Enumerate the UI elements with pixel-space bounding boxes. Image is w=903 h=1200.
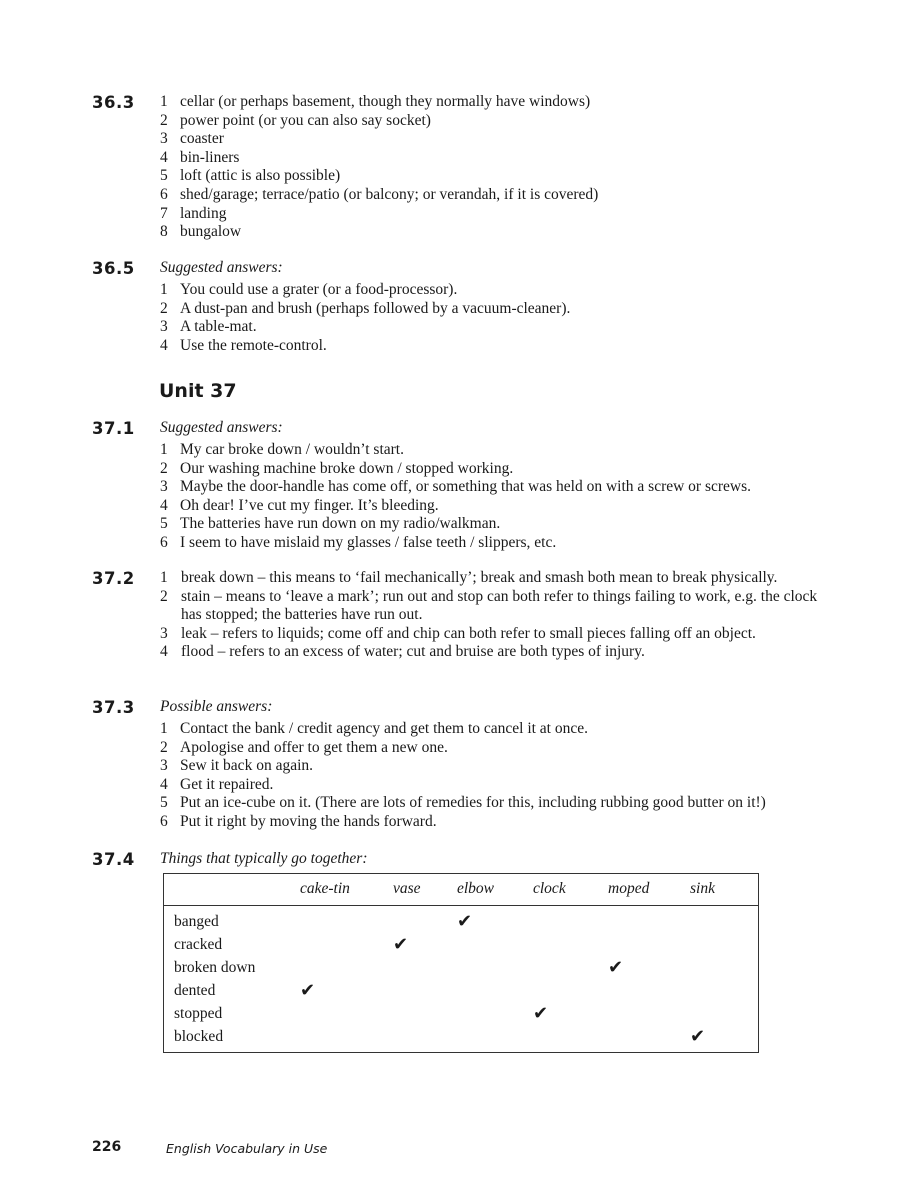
table-row-label: cracked xyxy=(174,936,223,953)
item-number: 2 xyxy=(160,459,168,477)
section-intro: Suggested answers: xyxy=(160,419,283,436)
list-item xyxy=(160,300,860,319)
item-number: 1 xyxy=(160,569,168,586)
section-number: 37.4 xyxy=(92,850,135,869)
item-text: Maybe the door-handle has come off, or something that was held on with a screw or screws. xyxy=(180,478,752,496)
item-text: bungalow xyxy=(180,223,242,241)
table-row-label: dented xyxy=(174,982,216,999)
check-mark-icon: ✔ xyxy=(393,934,409,955)
section-number: 37.2 xyxy=(92,569,135,588)
item-number: 1 xyxy=(160,93,168,110)
item-number: 8 xyxy=(160,223,168,241)
section-number: 36.3 xyxy=(92,93,135,112)
list-item xyxy=(160,205,860,224)
section-number: 37.1 xyxy=(92,419,135,438)
table-row-label: stopped xyxy=(174,1005,223,1022)
answer-list xyxy=(160,281,860,355)
item-text: bin-liners xyxy=(180,148,240,166)
list-item xyxy=(160,186,860,205)
item-text: Put an ice-cube on it. (There are lots of remedies for this, including rubbing good butter on it!) xyxy=(180,794,766,812)
list-item xyxy=(160,460,860,479)
item-number: 5 xyxy=(160,794,168,812)
list-item xyxy=(160,776,860,795)
item-number: 1 xyxy=(160,441,168,458)
list-item xyxy=(160,515,860,534)
check-mark-icon: ✔ xyxy=(300,980,316,1001)
table-row-label: banged xyxy=(174,913,219,930)
item-number: 1 xyxy=(160,720,168,737)
item-text: Contact the bank / credit agency and get them to cancel it at once. xyxy=(180,720,589,737)
item-number: 3 xyxy=(160,318,168,336)
item-text: power point (or you can also say socket) xyxy=(180,111,431,129)
table-row-label: blocked xyxy=(174,1028,224,1045)
item-text: landing xyxy=(180,204,227,222)
item-text: leak – refers to liquids; come off and chip can both refer to small pieces falling off an object. xyxy=(181,624,756,642)
table-column-header: moped xyxy=(608,880,650,897)
item-number: 2 xyxy=(160,587,168,605)
answer-list xyxy=(160,720,860,832)
item-number: 2 xyxy=(160,111,168,129)
list-item xyxy=(160,794,860,813)
answer-list xyxy=(160,441,860,553)
list-item xyxy=(160,569,860,588)
list-item xyxy=(160,497,860,516)
section-number: 36.5 xyxy=(92,259,135,278)
item-text: shed/garage; terrace/patio (or balcony; or verandah, if it is covered) xyxy=(180,185,599,203)
section-intro: Suggested answers: xyxy=(160,259,283,276)
item-number: 5 xyxy=(160,167,168,185)
list-item xyxy=(160,813,860,832)
list-item xyxy=(160,625,860,644)
item-text: flood – refers to an excess of water; cut and bruise are both types of injury. xyxy=(181,643,645,661)
item-text: Oh dear! I’ve cut my finger. It’s bleeding. xyxy=(180,496,439,514)
item-number: 6 xyxy=(160,812,168,830)
item-text: A table-mat. xyxy=(180,318,257,336)
list-item xyxy=(160,720,860,739)
book-title: English Vocabulary in Use xyxy=(166,1141,328,1156)
table-column-header: vase xyxy=(393,880,421,897)
item-number: 2 xyxy=(160,738,168,756)
item-number: 2 xyxy=(160,299,168,317)
item-number: 4 xyxy=(160,775,168,793)
item-text: coaster xyxy=(180,130,224,148)
item-number: 5 xyxy=(160,515,168,533)
list-item xyxy=(160,281,860,300)
item-number: 3 xyxy=(160,624,168,642)
item-number: 6 xyxy=(160,185,168,203)
item-text: stain – means to ‘leave a mark’; run out and stop can both refer to things failing to work, e.g. the clock has stopped; the batteries have run out. xyxy=(181,587,818,624)
table-row-label: broken down xyxy=(174,959,256,976)
item-number: 3 xyxy=(160,130,168,148)
item-number: 6 xyxy=(160,533,168,551)
page-number: 226 xyxy=(92,1139,122,1155)
table-header-divider xyxy=(163,905,759,906)
item-number: 3 xyxy=(160,757,168,775)
item-text: cellar (or perhaps basement, though they normally have windows) xyxy=(180,93,591,110)
table-column-header: sink xyxy=(690,880,715,897)
item-text: A dust-pan and brush (perhaps followed by a vacuum-cleaner). xyxy=(180,299,571,317)
item-number: 4 xyxy=(160,496,168,514)
check-mark-icon: ✔ xyxy=(608,957,624,978)
list-item xyxy=(160,337,860,356)
item-number: 7 xyxy=(160,204,168,222)
item-text: Get it repaired. xyxy=(180,775,274,793)
item-text: I seem to have mislaid my glasses / false teeth / slippers, etc. xyxy=(180,533,557,551)
item-text: Sew it back on again. xyxy=(180,757,314,775)
list-item xyxy=(160,149,860,168)
item-text: Put it right by moving the hands forward. xyxy=(180,812,437,830)
check-mark-icon: ✔ xyxy=(457,911,473,932)
item-number: 4 xyxy=(160,148,168,166)
item-number: 1 xyxy=(160,281,168,298)
item-text: break down – this means to ‘fail mechanically’; break and smash both mean to break physically. xyxy=(181,569,778,586)
item-number: 4 xyxy=(160,643,168,661)
section-number: 37.3 xyxy=(92,698,135,717)
table-column-header: clock xyxy=(533,880,566,897)
table-column-header: cake-tin xyxy=(300,880,350,897)
item-number: 3 xyxy=(160,478,168,496)
unit-title: Unit 37 xyxy=(159,380,237,402)
item-text: Our washing machine broke down / stopped working. xyxy=(180,459,514,477)
list-item xyxy=(160,318,860,337)
list-item xyxy=(160,739,860,758)
item-text: loft (attic is also possible) xyxy=(180,167,341,185)
answer-list xyxy=(160,93,860,242)
list-item xyxy=(160,441,860,460)
list-item xyxy=(160,167,860,186)
item-number: 4 xyxy=(160,336,168,354)
list-item xyxy=(160,93,860,112)
list-item xyxy=(160,643,860,662)
item-text: You could use a grater (or a food-processor). xyxy=(180,281,458,298)
list-item xyxy=(160,223,860,242)
list-item xyxy=(160,478,860,497)
check-mark-icon: ✔ xyxy=(533,1003,549,1024)
table-column-header: elbow xyxy=(457,880,495,897)
item-text: The batteries have run down on my radio/walkman. xyxy=(180,515,501,533)
section-intro: Things that typically go together: xyxy=(160,850,368,867)
check-mark-icon: ✔ xyxy=(690,1026,706,1047)
list-item xyxy=(160,534,860,553)
list-item xyxy=(160,130,860,149)
answer-list xyxy=(160,569,860,662)
item-text: Apologise and offer to get them a new one. xyxy=(180,738,448,756)
list-item xyxy=(160,112,860,131)
item-text: My car broke down / wouldn’t start. xyxy=(180,441,404,458)
list-item xyxy=(160,588,860,625)
item-text: Use the remote-control. xyxy=(180,336,327,354)
section-intro: Possible answers: xyxy=(160,698,273,715)
list-item xyxy=(160,757,860,776)
